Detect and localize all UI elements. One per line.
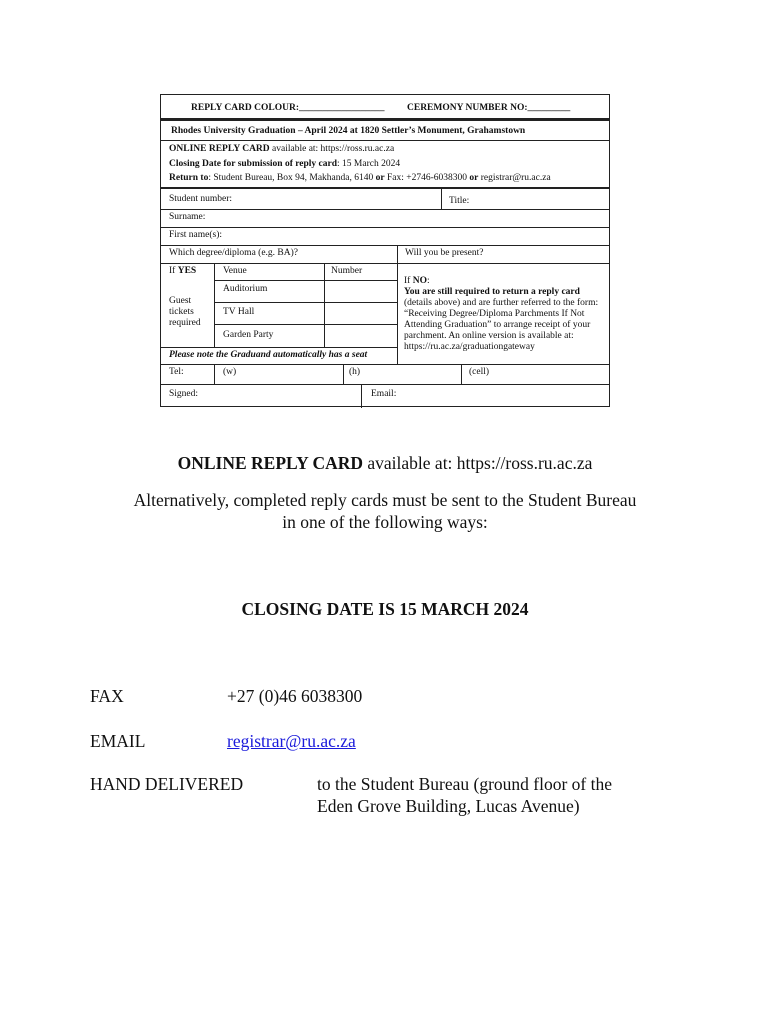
email-field[interactable]: Email:	[371, 389, 397, 399]
online-reply-bold: ONLINE REPLY CARD	[169, 144, 270, 154]
venue-auditorium: Auditorium	[223, 284, 268, 294]
divider	[324, 263, 325, 347]
online-reply-rest: available at: https://ross.ru.ac.za	[363, 453, 593, 473]
tel-work-field[interactable]: (w)	[223, 367, 237, 377]
divider	[214, 324, 397, 325]
first-names-field[interactable]: First name(s):	[169, 230, 223, 240]
fax-value: +27 (0)46 6038300	[227, 686, 363, 706]
return-fax: Fax: +2746-6038300	[384, 173, 470, 183]
no-text: NO	[412, 276, 427, 286]
alternatively-text-1: Alternatively, completed reply cards must be sent to the Student Bureau	[133, 490, 637, 510]
present-question: Will you be present?	[405, 248, 484, 258]
surname-field[interactable]: Surname:	[169, 212, 206, 222]
alternatively-text-2: in one of the following ways:	[282, 512, 488, 532]
if-prefix: If	[169, 266, 178, 276]
divider	[214, 280, 397, 281]
student-number-field[interactable]: Student number:	[169, 194, 233, 204]
divider	[343, 364, 344, 384]
hand-delivered-label: HAND DELIVERED	[90, 774, 244, 794]
tel-home-field[interactable]: (h)	[349, 367, 361, 377]
return-address: : Student Bureau, Box 94, Makhanda, 6140	[208, 173, 376, 183]
closing-date-line	[169, 159, 400, 170]
email-link[interactable]: registrar@ru.ac.za	[227, 731, 356, 751]
if-no-label	[404, 276, 609, 287]
return-to-line	[169, 173, 551, 184]
number-header: Number	[331, 266, 363, 276]
venue-garden-party: Garden Party	[223, 330, 274, 340]
venue-tv-hall: TV Hall	[223, 307, 255, 317]
divider	[161, 227, 609, 228]
online-reply-notice	[0, 452, 770, 474]
degree-field[interactable]: Which degree/diploma (e.g. BA)?	[169, 248, 298, 258]
divider	[161, 347, 397, 348]
tel-cell-field[interactable]: (cell)	[469, 367, 490, 377]
fax-label: FAX	[90, 686, 124, 706]
divider	[441, 189, 442, 209]
divider	[161, 245, 609, 246]
reply-card-colour-label: REPLY CARD COLOUR:__________________	[191, 103, 385, 113]
divider	[214, 263, 215, 347]
closing-date-heading: CLOSING DATE IS 15 MARCH 2024	[241, 599, 529, 619]
reply-card	[160, 94, 610, 407]
return-to-bold: Return to	[169, 173, 209, 183]
still-required-text: You are still required to return a reply card	[404, 287, 580, 297]
online-reply-rest: available at: https://ross.ru.ac.za	[269, 144, 395, 154]
divider	[461, 364, 462, 384]
section-divider	[161, 187, 609, 189]
ceremony-number-label: CEREMONY NUMBER NO:_________	[407, 103, 571, 113]
email-label: EMAIL	[90, 731, 146, 751]
if-yes-label	[169, 266, 196, 277]
venue-header: Venue	[223, 266, 247, 276]
online-reply-line	[169, 144, 394, 155]
hand-delivered-line-1: to the Student Bureau (ground floor of the	[317, 774, 613, 794]
or-text: or	[469, 173, 479, 183]
tel-label: Tel:	[169, 367, 184, 377]
title-field[interactable]: Title:	[449, 196, 470, 206]
graduation-line: Rhodes University Graduation – April 2024 at 1820 Settler’s Monument, Grahamstown	[171, 126, 526, 136]
closing-date-bold: Closing Date for submission of reply card	[169, 159, 338, 169]
online-reply-bold: ONLINE REPLY CARD	[177, 453, 364, 473]
divider	[161, 140, 609, 141]
header-divider	[161, 118, 609, 121]
divider	[214, 364, 215, 384]
hand-delivered-line-2: Eden Grove Building, Lucas Avenue)	[317, 796, 580, 816]
no-details-text: (details above) and are further referred to the form: “Receiving Degree/Diploma Parchments If Not Attending Graduation” to arrange receipt of your parchment. An online version is available at: https://ru.ac.za/graduationgateway	[404, 298, 599, 352]
divider	[161, 364, 609, 365]
divider	[161, 209, 609, 210]
return-email: registrar@ru.ac.za	[478, 173, 551, 183]
divider	[214, 302, 397, 303]
guest-tickets-label: Guest tickets required	[169, 296, 201, 328]
divider	[361, 384, 362, 408]
closing-date-rest: : 15 March 2024	[337, 159, 401, 169]
graduand-note: Please note the Graduand automatically has a seat	[169, 350, 368, 360]
yes-text: YES	[177, 266, 197, 276]
divider	[161, 263, 609, 264]
colon: :	[426, 276, 430, 286]
or-text: or	[375, 173, 385, 183]
divider	[161, 384, 609, 385]
signed-field[interactable]: Signed:	[169, 389, 199, 399]
if-no-block	[404, 276, 609, 353]
if-prefix: If	[404, 276, 413, 286]
